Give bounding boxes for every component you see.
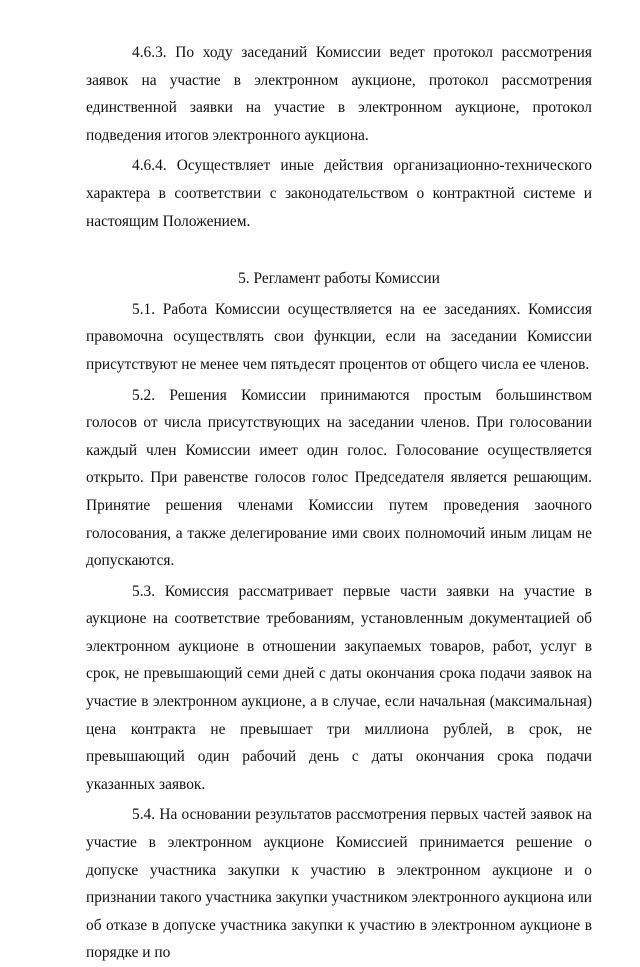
paragraph-5-2: 5.2. Решения Комиссии принимаются простым большинством голосов от числа присутствующих на заседании членов. При голосовании каждый член Комиссии имеет один голос. Голосование осуществляется открыто. При равенстве голосов голос Председателя является решающим. Принятие решения членами Комиссии путем проведения заочного голосования, а также делегирование ими своих полномочий иным лицам не допускаются.: [86, 386, 592, 570]
paragraph-5-3: 5.3. Комиссия рассматривает первые части заявки на участие в аукционе на соответствие требованиям, установленным документацией об электронном аукционе в отношении закупаемых товаров, работ, услуг в срок, не превышающий семи дней с даты окончания срока подачи заявок на участие в электронном аукционе, а в случае, если начальная (максимальная) цена контракта не превышает три миллиона рублей, в срок, не превышающий один рабочий день с даты окончания срока подачи указанных заявок.: [86, 582, 592, 793]
paragraph-5-4: 5.4. На основании результатов рассмотрения первых частей заявок на участие в электронном аукционе Комиссией принимается решение о допуске участника закупки к участию в электронном аукционе и о признании такого участника закупки участником электронного аукциона или об отказе в допуске участника закупки к участию в электронном аукционе в порядке и по: [86, 806, 592, 962]
paragraph-5-1: 5.1. Работа Комиссии осуществляется на ее заседаниях. Комиссия правомочна осуществлять свои функции, если на заседании Комиссии присутствуют не менее чем пятьдесят процентов от общего числа ее членов.: [86, 300, 592, 373]
paragraph-4-6-3: 4.6.3. По ходу заседаний Комиссии ведет протокол рассмотрения заявок на участие в электронном аукционе, протокол рассмотрения единственной заявки на участие в электронном аукционе, протокол подведения итогов электронного аукциона.: [86, 44, 592, 144]
section-heading: 5. Регламент работы Комиссии: [238, 270, 440, 288]
document-page: [86, 39, 592, 967]
spacer: [86, 235, 592, 265]
paragraph-4-6-4: 4.6.4. Осуществляет иные действия организационно-технического характера в соответствии с законодательством о контрактной системе и настоящим Положением.: [86, 157, 592, 230]
